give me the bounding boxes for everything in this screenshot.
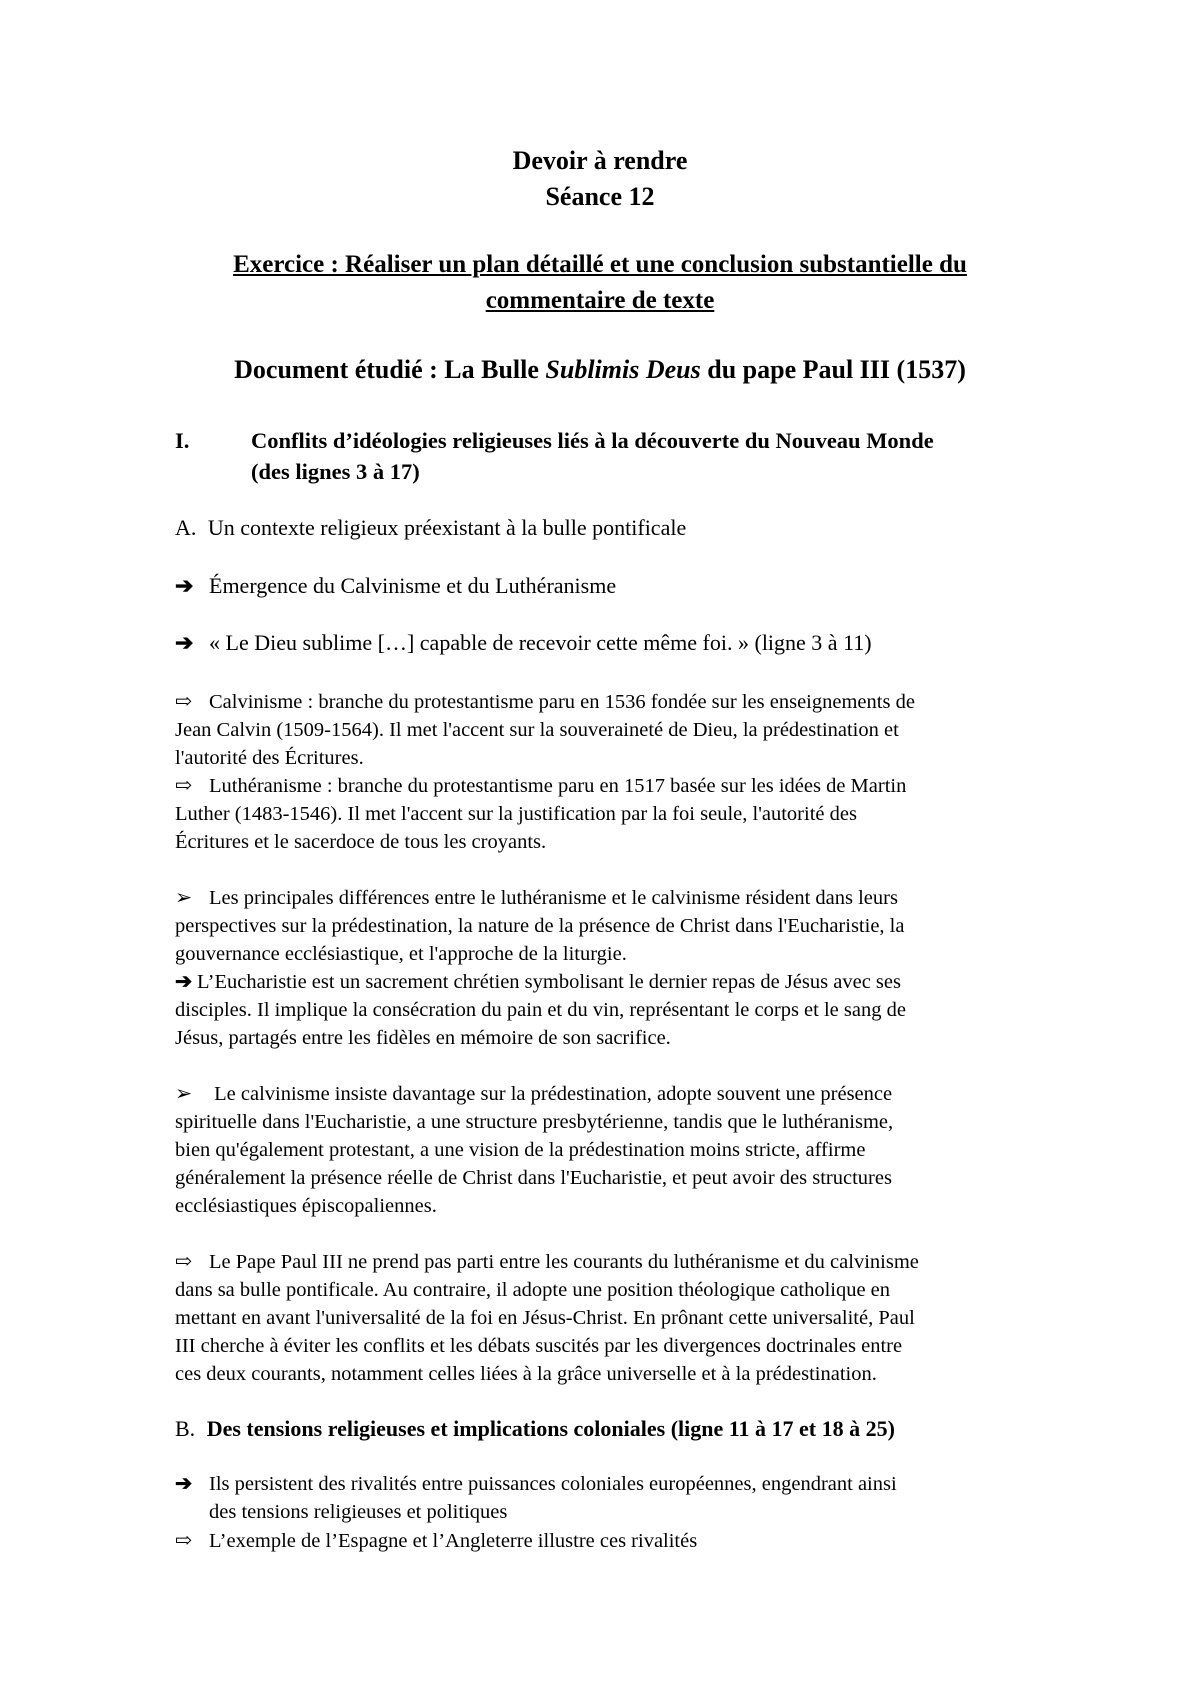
subsection-a xyxy=(175,513,686,543)
exemple-paragraph xyxy=(175,1527,1095,1555)
section-heading-line1: Conflits d’idéologies religieuses liés à la découverte du Nouveau Monde xyxy=(251,428,934,453)
triangle-arrow-icon: ➢ xyxy=(175,1083,193,1105)
hollow-arrow-icon: ⇨ xyxy=(175,1530,193,1552)
exercise-heading-line1: Exercice : Réaliser un plan détaillé et une conclusion substantielle du xyxy=(233,251,967,278)
exercise-heading-line2: commentaire de texte xyxy=(485,287,715,314)
paragraph-line: Luthéranisme : branche du protestantisme paru en 1517 basée sur les idées de Martin xyxy=(209,775,907,797)
document-prefix: Document étudié : La Bulle xyxy=(234,355,546,384)
session-label: Séance 12 xyxy=(545,182,655,211)
arrow-right-icon: ➔ xyxy=(175,630,194,655)
paragraph-line: bien qu'également protestant, a une vision de la prédestination moins stricte, affirme xyxy=(175,1139,866,1161)
paragraph-line: spirituelle dans l'Eucharistie, a une structure presbytérienne, tandis que le luthéranisme, xyxy=(175,1111,894,1133)
lutheranisme-paragraph xyxy=(175,772,1095,856)
section-number: I. xyxy=(175,428,190,453)
document-title: Devoir à rendre xyxy=(512,146,688,175)
paragraph-line: perspectives sur la prédestination, la nature de la présence de Christ dans l'Eucharistie, la xyxy=(175,915,905,937)
paragraph-line: ces deux courants, notamment celles liées à la grâce universelle et à la prédestination. xyxy=(175,1363,877,1385)
hollow-arrow-icon: ⇨ xyxy=(175,775,193,797)
rivalites-paragraph xyxy=(175,1470,1095,1526)
subsection-title: Un contexte religieux préexistant à la bulle pontificale xyxy=(207,515,687,540)
arrow-right-icon: ➔ xyxy=(175,971,193,993)
arrow-right-icon: ➔ xyxy=(175,1473,193,1495)
paragraph-line: généralement la présence réelle de Christ dans l'Eucharistie, et peut avoir des structures xyxy=(175,1167,892,1189)
paragraph-line: Écritures et le sacerdoce de tous les croyants. xyxy=(175,831,547,853)
quote-line xyxy=(175,628,872,658)
paragraph-line: Luther (1483-1546). Il met l'accent sur la justification par la foi seule, l'autorité des xyxy=(175,803,857,825)
paragraph-line: Ils persistent des rivalités entre puissances coloniales européennes, engendrant ainsi xyxy=(209,1473,897,1495)
calvinisme-paragraph xyxy=(175,688,1095,772)
paragraph-line: III cherche à éviter les conflits et les débats suscités par les divergences doctrinales entre xyxy=(175,1335,903,1357)
section-heading-line2: (des lignes 3 à 17) xyxy=(251,459,420,484)
quote-text: « Le Dieu sublime […] capable de recevoir cette même foi. » (ligne 3 à 11) xyxy=(209,630,872,655)
section-heading xyxy=(251,425,1081,487)
emergence-text: Émergence du Calvinisme et du Luthéranisme xyxy=(209,573,617,598)
paragraph-line: L’Eucharistie est un sacrement chrétien symbolisant le dernier repas de Jésus avec ses xyxy=(197,971,901,993)
paragraph-line: Jésus, partagés entre les fidèles en mémoire de son sacrifice. xyxy=(175,1027,671,1049)
paragraph-line: l'autorité des Écritures. xyxy=(175,747,364,769)
document-studied xyxy=(0,352,1200,388)
paragraph-line: Le Pape Paul III ne prend pas parti entre les courants du luthéranisme et du calvinisme xyxy=(209,1251,919,1273)
paragraph-line: dans sa bulle pontificale. Au contraire, il adopte une position théologique catholique en xyxy=(175,1279,891,1301)
paragraph-line: ecclésiastiques épiscopaliennes. xyxy=(175,1195,437,1217)
paragraph-line: disciples. Il implique la consécration du pain et du vin, représentant le corps et le sang de xyxy=(175,999,906,1021)
paragraph-line: Les principales différences entre le luthéranisme et le calvinisme résident dans leurs xyxy=(209,887,898,909)
pape-paragraph xyxy=(175,1248,1095,1388)
document-title-italic: Sublimis Deus xyxy=(545,355,701,384)
document-suffix: du pape Paul III (1537) xyxy=(700,355,966,384)
subsection-b xyxy=(175,1414,895,1444)
paragraph-line: gouvernance ecclésiastique, et l'approche de la liturgie. xyxy=(175,943,627,965)
subsection-letter: B. xyxy=(175,1416,196,1441)
subsection-letter: A. xyxy=(175,515,197,540)
paragraph-line: Jean Calvin (1509-1564). Il met l'accent sur la souveraineté de Dieu, la prédestination et xyxy=(175,719,899,741)
emergence-line xyxy=(175,571,616,601)
eucharistie-paragraph xyxy=(175,968,1095,1052)
hollow-arrow-icon: ⇨ xyxy=(175,1251,193,1273)
differences-paragraph xyxy=(175,884,1095,968)
arrow-right-icon: ➔ xyxy=(175,573,194,598)
subsection-title: Des tensions religieuses et implications coloniales (ligne 11 à 17 et 18 à 25) xyxy=(206,1416,895,1441)
paragraph-line: Calvinisme : branche du protestantisme paru en 1536 fondée sur les enseignements de xyxy=(209,691,915,713)
paragraph-line: L’exemple de l’Espagne et l’Angleterre illustre ces rivalités xyxy=(209,1530,698,1552)
paragraph-line: Le calvinisme insiste davantage sur la prédestination, adopte souvent une présence xyxy=(209,1083,893,1105)
paragraph-line: mettant en avant l'universalité de la foi en Jésus-Christ. En prônant cette universalité, Paul xyxy=(175,1307,915,1329)
triangle-arrow-icon: ➢ xyxy=(175,887,193,909)
paragraph-line: des tensions religieuses et politiques xyxy=(209,1501,508,1523)
hollow-arrow-icon: ⇨ xyxy=(175,691,193,713)
calvinisme-insiste-paragraph xyxy=(175,1080,1095,1220)
